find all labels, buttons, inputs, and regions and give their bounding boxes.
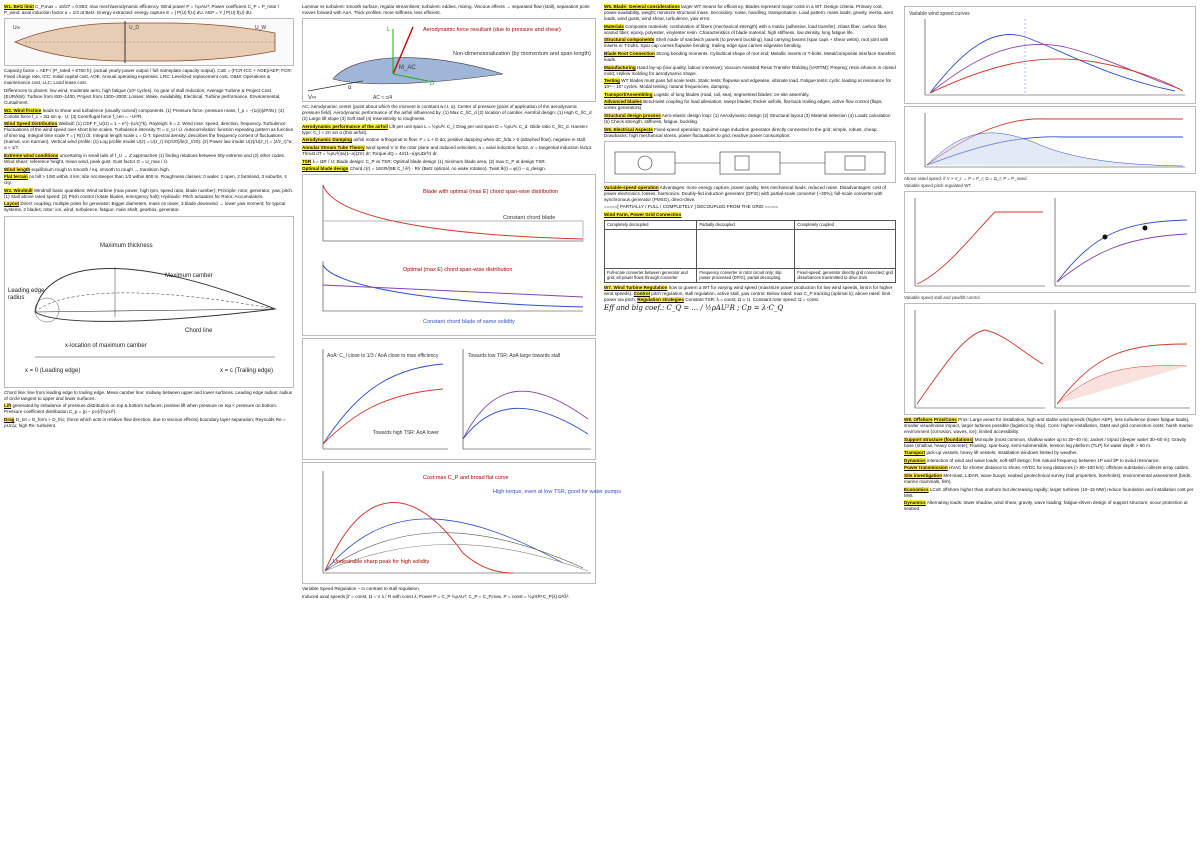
text: C_P,max = 16/27 = 0.593; max mech/aerodynamic efficiency. Wind power P = ½ρAU³; Power coefficient C_P = P_rotor / P_wind; axial induction factor a = 1/3 at Betz. Energy extracted: energy capture E = ∫ P(U) f(U) dU. AEP = Y ∫ P(U) f(U) dU.: [4, 4, 280, 16]
figure-caption: Above rated speed: if V > V_r → P = P_r; Ω = Ω_r; P = P_rated: [904, 176, 1027, 181]
text: Strong bending moments. Cylindrical shape of root end; Metallic inserts or T-bolts. Metal/composite interface transfers loads.: [604, 50, 896, 62]
svg-text:U∞: U∞: [13, 25, 21, 32]
column-1: [4, 4, 294, 844]
section-heading: Wind Farm, Power Grid Connection: [604, 212, 682, 217]
section-heading: Dynamics: [904, 500, 926, 506]
figure-label: Towards high TSR: AoA lower: [373, 430, 439, 437]
text: Bend-twist coupling for load alleviation; swept blades; thicker airfoils, flat-back trailing edges; active flow control (flaps, vortex generators).: [604, 99, 883, 111]
text: Alternating loads: tower shadow, wind shear, gravity, wave loading; fatigue-driven design of support structure; scour protection at seabed.: [904, 500, 1188, 512]
paragraph: [4, 403, 294, 415]
text: larger WT means for efficiency. Blades represent major costs in a WT. Design criteria: Primary cost, power-availability, weight; minimize structural mass. Secondary: noise, handling, transportation. Load pattern: mass loads, gravity, inertia, aero loads, wind gusts, wind shear, turbulence, yaw error.: [604, 4, 894, 22]
electrical-diagram: [605, 142, 895, 182]
figure-title: Variable wind speed curves: [909, 11, 970, 17]
text: Direct coupling, multiple poles for generator; Bigger diameters, mass on tower, 3 blade downwind → lower yaw moment; for typical systems, 2 blades; rotor: ice, wind, turbulence, fatigue; main shaft, gearbox, generator.: [4, 201, 286, 213]
figure-label: Constant chord blade: [503, 215, 556, 222]
paragraph: [604, 185, 896, 203]
paragraph: [604, 78, 896, 90]
chord-distribution-figure: [302, 174, 596, 336]
section-heading: Extreme wind conditions: [4, 152, 59, 158]
svg-text:Chord line: Chord line: [185, 327, 213, 334]
section-heading: Optimal blade design: [302, 166, 349, 172]
cp-tsr-diagram: [303, 463, 621, 583]
table-cell: Fixed-speed; generator directly grid connected; grid disturbances transmitted to drive train: [795, 268, 896, 282]
paragraph: Laminar vs turbulent: smooth surface, regular streamlines; turbulent: eddies, mixing. Viscous effects → separated flow (stall), separation point moves forward with AoA. Thick profiles: more stiffness, less efficient.: [302, 4, 590, 16]
section-heading: Site investigation: [904, 472, 943, 478]
text: Lift per unit span L = ½ρU²c C_l; Drag per unit span D = ½ρU²c C_d. Glide ratio C_l/C_d. Hansen-type: C_l ≈ 2π sin α (thin airfoil).: [302, 123, 589, 135]
chord-line: [35, 309, 275, 312]
power-curve-figure: [904, 6, 1196, 104]
paragraph: AC: Aerodynamic center (point about which the moment is constant w.r.t. α). Center of pressure (point of application of the aerodynamic pressure field). Aerodynamic performance of the airfoil influenced by: (1) Max C_l/C_d (2) location of camber. Aerofoil design: (1) High C_l/C_d (2) Large lift slope (3) Soft stall (4) Insensitivity to roughness.: [302, 104, 592, 122]
text: D_tot = D_form + D_fric; (force which acts in relative flow direction, due to viscous effects) boundary layer separation; Reynolds Re = ρUc/μ; high Re: turbulent.: [4, 416, 286, 428]
tsr-diagram: [303, 339, 595, 459]
section-heading: Transport: [904, 450, 926, 456]
table-header: Partially decoupled: [697, 221, 795, 230]
ac-label: AC ≈ c/4: [373, 95, 393, 102]
text: Monopile (most common, shallow water up to 30–40 m); Jacket / tripod (deeper water 30–60 m); Gravity base (shallow, heavy concrete); Floating: spar-buoy, semi-submersible, tension leg platform (TLP) for water depth > 60 m.: [904, 436, 1187, 448]
text: WT blades must pass full scale tests. Static tests: flapwise and edgewise, ultimate load. Fatigue tests: cyclic loading at resonance for 10⁶ – 10⁷ cycles. Modal testing: natural frequencies, damping.: [604, 78, 892, 90]
section-heading: W7. Wind Turbine Regulation: [604, 284, 668, 290]
text: HVAC for shorter distance to shore, HVDC for long distances (> 80–100 km); offshore substation collects array cables.: [948, 465, 1190, 471]
section-heading: Lift: [4, 403, 12, 409]
table-cell: Frequency converter in rotor circuit only; slip power processed (DFIG), partial decoupling: [697, 268, 795, 282]
text: jack-up vessels, heavy lift vessels; installation windows limited by weather.: [926, 450, 1078, 456]
energy-yield-diagram: [905, 107, 1195, 173]
paragraph: [4, 174, 294, 186]
table-cell: Full-scale converter between generator and grid; all power flows through converter: [605, 268, 697, 282]
section-heading: Aerodynamic Damping: [302, 137, 353, 143]
section-heading: TSR: [302, 158, 312, 164]
text: Fixed-speed operation: Squirrel-cage induction generator directly connected to the grid; simple, robust, cheap. Drawbacks: high mechanical stress, power fluctuations to grid, reactive power consumption.: [604, 126, 878, 138]
paragraph: [4, 4, 294, 16]
leading-edge-radius: [35, 298, 59, 322]
text: pitch regulation, stall regulation, active stall, yaw control. Below rated: max C_P tracking (optimal λ); above rated: limit power via pitch.: [604, 290, 891, 302]
betz-figure: [4, 18, 294, 66]
paragraph: [302, 137, 596, 143]
paragraph: [4, 167, 294, 173]
section-heading: Advanced blades: [604, 99, 642, 105]
streamtube-diagram: [5, 19, 293, 65]
section-heading: Economics: [904, 486, 929, 492]
paragraph: Induced axial speeds β' = const, Ω = V λ / R with const λ; Power P = C_P ½ρAU³; C_P = C_P,max. P = const = ½ρπR⁵C_P(λ) Ω³/λ³.: [302, 593, 570, 599]
section-heading: Flat terrain: [4, 174, 28, 180]
paragraph: [904, 450, 1196, 456]
paragraph: [904, 458, 1196, 464]
text: leads to shear and turbulence (usually curved) components. (1) Pressure force: pressure mass, f_p = −(1/ρ)(∂P/∂x); (2) Coriolis force f_c = 2Ω sin φ · U; (3) Centrifugal force f_cen = −U²/R.: [4, 107, 285, 119]
section-heading: Variable-speed operation: [604, 184, 659, 190]
table-cell: [795, 229, 896, 268]
paragraph: [604, 92, 896, 98]
figure-label: AoA: C_l close to 1/3 / AoA close to max efficiency: [327, 353, 439, 360]
paragraph: [604, 65, 896, 77]
paragraph: [904, 500, 1196, 512]
paragraph: [4, 108, 294, 120]
paragraph: [604, 127, 896, 139]
svg-text:U_W: U_W: [255, 25, 267, 32]
paragraph: [604, 24, 896, 36]
text: λ = ΩR / U; Blade design: C_P vs TSR; Optimal blade design (1) minimum blade area, (2) max C_P at design TSR.: [312, 158, 546, 164]
text: Composite materials: combination of fibers (mechanical strength) with a matrix (adhesive, load transfer). Glass fiber, carbon fiber, aramid fiber; epoxy, polyester, vinylester resin. Characteristics of blade material: high stiffness, low density, long fatigue life.: [604, 23, 888, 35]
column-3: [604, 4, 896, 844]
svg-text:Maximum camber: Maximum camber: [165, 272, 213, 279]
paragraph: [604, 285, 896, 303]
text: Aero-elastic design loop: (1) Aerodynamic design (2) Structural layout (3) Material selection (4) Loads calculation (5) Check strength, stiffness, fatigue, buckling.: [604, 113, 891, 125]
paragraph: [604, 99, 896, 111]
paragraph: [302, 166, 596, 172]
paragraph: [4, 188, 294, 200]
paragraph: [904, 473, 1196, 485]
section-heading: Aerodynamic performance of the airfoil: [302, 123, 388, 129]
section-heading: W3. Windmill: [4, 187, 33, 193]
paragraph: [302, 159, 596, 165]
svg-text:Maximum thickness: Maximum thickness: [100, 242, 153, 249]
svg-text:Leading edge: Leading edge: [8, 287, 45, 294]
aero-force-diagram: [303, 19, 595, 101]
paragraph: [604, 37, 896, 49]
paragraph: [904, 417, 1196, 435]
table-diagram-row: [605, 229, 896, 268]
section-heading: Drag: [4, 416, 15, 422]
text: generated by imbalance of pressure distribution on top & bottom surfaces; positive lift when pressure on top < pressure on bottom. Pressure coefficient distribution C_p = (p − p∞)/(½ρU²).: [4, 403, 278, 415]
stall-regulated-diagram: [905, 304, 1195, 414]
paragraph: [604, 212, 896, 218]
section-heading: Wind Speed Distribution: [4, 121, 58, 127]
figure-label: Towards low TSR: AoA large towards stall: [468, 353, 561, 360]
svg-text:x = 0 (Leading edge): x = 0 (Leading edge): [25, 367, 81, 374]
figure-label: Undesirable sharp peak for high solidity: [333, 559, 430, 566]
chord-distribution-diagram: [303, 175, 595, 335]
paragraph: Chord line: line from leading edge to trailing edge. Mean camber line: midway between upper and lower surfaces. Leading edge radius: radius of circle tangent to upper and lower surfaces.: [4, 389, 293, 401]
paragraph: Differences to planes: low wind, moderate aero, high fatigue (10⁹ cycles), no gear of stall reduction; Average Turbine & Project Cost (EUR/kW): Turbine from 800–1400, Project from 1300–2000; Losses: Wake, Availability, Electrical, Turbine performance, Environmental, Curtailment.: [4, 87, 281, 105]
figure-label: Constant chord blade of same solidity: [423, 319, 515, 326]
text: Weibull: (1) CDF F_U(U) = 1 − e^(−(U/c)^k). Rayleigh: k = 2. Wind rose: speed, direction, frequency. Turbulence: Fluctuations of the wind speed over short time scales. Turbulence intensity TI = σ_U / Ū. Autocorrelation: function repeating pattern as function of time lag. Integral time scale T = ∫ R(τ) dτ. Integral length scale L = Ū·T. Spectral density: describes the frequency content of fluctuations (Kaimal, von Karman). Vertical wind profile: (1) Log profile model U(z) = U(z_r) ln(z/z0)/ln(z_r/z0). (2) Power law model U(z)/U(z_r) = (z/z_r)^α, α ≈ 1/7.: [4, 121, 294, 151]
table-row: [605, 268, 896, 282]
figure-caption: Variable speed pitch regulated WT: [904, 183, 972, 189]
section-heading: Manufacturing: [604, 64, 636, 70]
text: equilibrium rough to smooth / eq. smooth to rough → transition high.: [31, 166, 170, 172]
section-heading: Annular Stream Tube Theory: [302, 145, 365, 150]
pitch-regulated-figure: [904, 191, 1196, 293]
text: Constant TSR: λ = const; Ω ∝ U. Constant rotor speed: Ω = const.: [685, 296, 820, 302]
text: wind speed V in the rotor plane and induced velocities; a = axial induction factor, a' = tangential induction factor. Thrust dT = ½ρU²(4a(1−a))2πr dr; Torque dQ = 4a'(1−a)ρUΩr³π dr.: [302, 145, 593, 157]
paragraph: [604, 51, 896, 63]
text: Pros: Large areas for installation, high and stable wind speeds (higher AEP), less turbulence (lower fatigue loads), smaller visual/noise impact, larger turbines possible (logistics by ship). Cons: higher installation, O&M and grid connection costs; harsh marine environment (corrosion, waves, ice); limited accessibility.: [904, 416, 1193, 435]
stall-regulated-figure: [904, 303, 1196, 415]
table-header-row: [605, 221, 896, 230]
aero-force-figure: [302, 18, 596, 102]
section-heading: Structural components: [604, 37, 655, 43]
paragraph: [904, 437, 1196, 449]
section-heading: Structural design process: [604, 113, 661, 118]
paragraph: [4, 121, 294, 151]
freestream-label: V∞: [308, 95, 317, 102]
section-heading: W1. Betz limit: [4, 4, 34, 9]
text: how to govern a WT for varying wind speed (maximize power production for low wind speeds, limit it for higher wind speeds).: [604, 284, 893, 296]
electrical-diagram-figure: [604, 141, 896, 183]
section-heading: Regulation strategies: [637, 296, 684, 302]
svg-text:x = c (Trailing edge): x = c (Trailing edge): [220, 367, 273, 374]
svg-text:radius: radius: [8, 294, 25, 301]
paragraph: [4, 201, 294, 213]
section-heading: Support structure (foundations): [904, 436, 974, 442]
text: Windmill basic quantities: Wind turbine (max power, high rpm, speed ratio, blade number); Principle: rotor, generator, yaw, pitch. (1) Stall above rated speed; (2) Pitch control (rotate blades, emergency halt); Hydraulic: Pitch actuators for Rotor, Accumulators.: [4, 187, 294, 199]
paragraph: Variable Speed Regulation – in contrast to stall regulation.: [302, 586, 420, 592]
table-cell: [605, 229, 697, 268]
text: LCoE offshore higher than onshore but decreasing rapidly; larger turbines (10–15 MW) reduce foundation and installation cost per MW.: [904, 486, 1194, 498]
tsr-figure: [302, 338, 596, 460]
figure-label: High torque, even at low TSR, good for water pumps: [493, 489, 621, 496]
column-4: [904, 4, 1196, 844]
section-heading: W5. Blade: General considerations: [604, 4, 680, 9]
grid-coupling-table: [604, 220, 896, 283]
svg-text:x-location of maximum camber: x-location of maximum camber: [65, 342, 147, 349]
paragraph: [904, 465, 1196, 471]
section-heading: W8. Offshore: [904, 416, 933, 422]
paragraph: [302, 124, 596, 136]
table-cell: [697, 229, 795, 268]
airfoil-geometry-diagram: [5, 217, 293, 387]
text: no hill > 1/50 within 4 km; site not steeper than 1/3 within 800 m. Roughness classes: 0 water, 1 open, 2 farmland, 3 suburbs, 4 city.: [4, 174, 287, 186]
text: Met-mast, LiDAR, wave buoys; seabed geotechnical survey (soil properties, boreholes); environmental assessment (birds, marine mammals, fish).: [904, 472, 1192, 484]
text: Hand lay-up (low quality, labour intensive); Vacuum Assisted Resin Transfer Molding (VARTM); Prepreg; resin infusion in closed mold; Hollow molding for aerodynamic shape.: [604, 64, 896, 76]
section-heading: Power transmission: [904, 465, 948, 471]
text: Chord c(r) = 16πR/(9B C_l λ²) · R/r (Betz optimal, no wake rotation). Twist θ(r) = φ(r) − α_design.: [349, 166, 546, 172]
paragraph: [604, 4, 896, 22]
paragraph: [904, 487, 1196, 499]
text: airfoil motion orthogonal to flow: F = L + D dα; positive damping when dC_l/dα > 0 (attached flow), negative in stall.: [353, 137, 587, 143]
text: uncertainty in small tails of f_U → Z approaches (1) finding relations between 50y extreme and (2) other codes. Wind shear: reference height, mean wind, peak gust. Gust factor G = U_max / Ū.: [4, 152, 286, 164]
figure-label: Cost max C_P and broad flat curve: [423, 475, 509, 482]
section-heading: W2. Wind friction: [4, 107, 42, 113]
paragraph: =====[ PARTIALLY / FULL / COMPLETELY ] DECOUPLED FROM THE GRID =====: [604, 204, 779, 210]
paragraph: [604, 113, 896, 125]
airfoil-figure: [4, 216, 294, 388]
text: Shell made of sandwich panels (to prevent buckling), load carrying beams (spar caps + shear webs), root joint with inserts or T-bolts. Spar cap carries flapwise bending; trailing edge spar carries edgewise bending.: [604, 37, 889, 49]
section-heading: Control: [633, 290, 650, 296]
moment-label: M_AC: [399, 65, 416, 72]
cp-tsr-figure: [302, 462, 621, 584]
figure-note: Non-dimensionalization (by momentum and span length): [453, 51, 591, 58]
paragraph: Capacity factor = AEP / (P_rated × 8760 h); (actual yearly power output / full nameplate capacity output). CoE = (FCR·ICC + AOE)/AEP; FCR: Fixed charge rate, ICC: Initial capital cost, AOE: Annual operating expenses. LRC: Levelized replacement cost, O&M: Operations & maintenance cost, LLC: Land lease cost.: [4, 68, 292, 86]
section-heading: Layout: [4, 201, 20, 207]
section-heading: Dynamics: [904, 457, 926, 463]
energy-yield-figure: [904, 106, 1196, 174]
figure-caption: Variable speed stall and yaw/tilt control: [904, 295, 980, 301]
power-curve-diagram: [905, 7, 1195, 103]
figure-title: Aerodynamic force resultant (due to pressure and shear): [423, 27, 561, 34]
lift-label: L: [387, 27, 391, 34]
section-heading: Materials: [604, 23, 624, 29]
section-heading: Pros/Cons: [933, 416, 957, 422]
paragraph: [302, 145, 596, 157]
paragraph: [4, 153, 294, 165]
figure-title: Blade with optimal (max E) chord span-wise distribution: [423, 189, 559, 196]
text: interaction of wind and wave loads; soft-stiff design: first natural frequency between 1P and 3P to avoid resonance.: [927, 457, 1160, 463]
pitch-regulated-diagram: [905, 192, 1195, 292]
section-heading: Transport/Assembling: [604, 91, 653, 97]
table-header: Completely decoupled: [605, 221, 697, 230]
paragraph: [4, 417, 294, 429]
drag-label: D: [430, 81, 435, 88]
section-heading: Blade Root Connection: [604, 50, 655, 56]
section-heading: W6. Electrical Aspects: [604, 126, 653, 132]
handwritten-note: Eff and big coef.: C_Q = ... / ½ρAU²R ; Cp = λ·C_Q: [604, 304, 784, 313]
figure-label: Optimal (max E) chord span-wise distribution: [403, 267, 513, 274]
text: Advantages: more energy capture, power quality, less mechanical loads, reduced noise. Disadvantages: cost of power electronics, losses, harmonics. Doubly-fed induction generator (DFIG) with partial-scale converter (~30%); full-scale converter with synchronous generator (PMSG), direct-drive.: [604, 184, 887, 202]
section-heading: Wind length: [4, 166, 31, 172]
aoa-label: α: [348, 85, 352, 92]
svg-text:U_D: U_D: [129, 25, 140, 32]
table-header: Completely coupled: [795, 221, 896, 230]
section-heading: Testing: [604, 78, 620, 84]
text: Logistic of long blades (road, rail, sea); segmented blades; on-site assembly.: [653, 91, 810, 97]
